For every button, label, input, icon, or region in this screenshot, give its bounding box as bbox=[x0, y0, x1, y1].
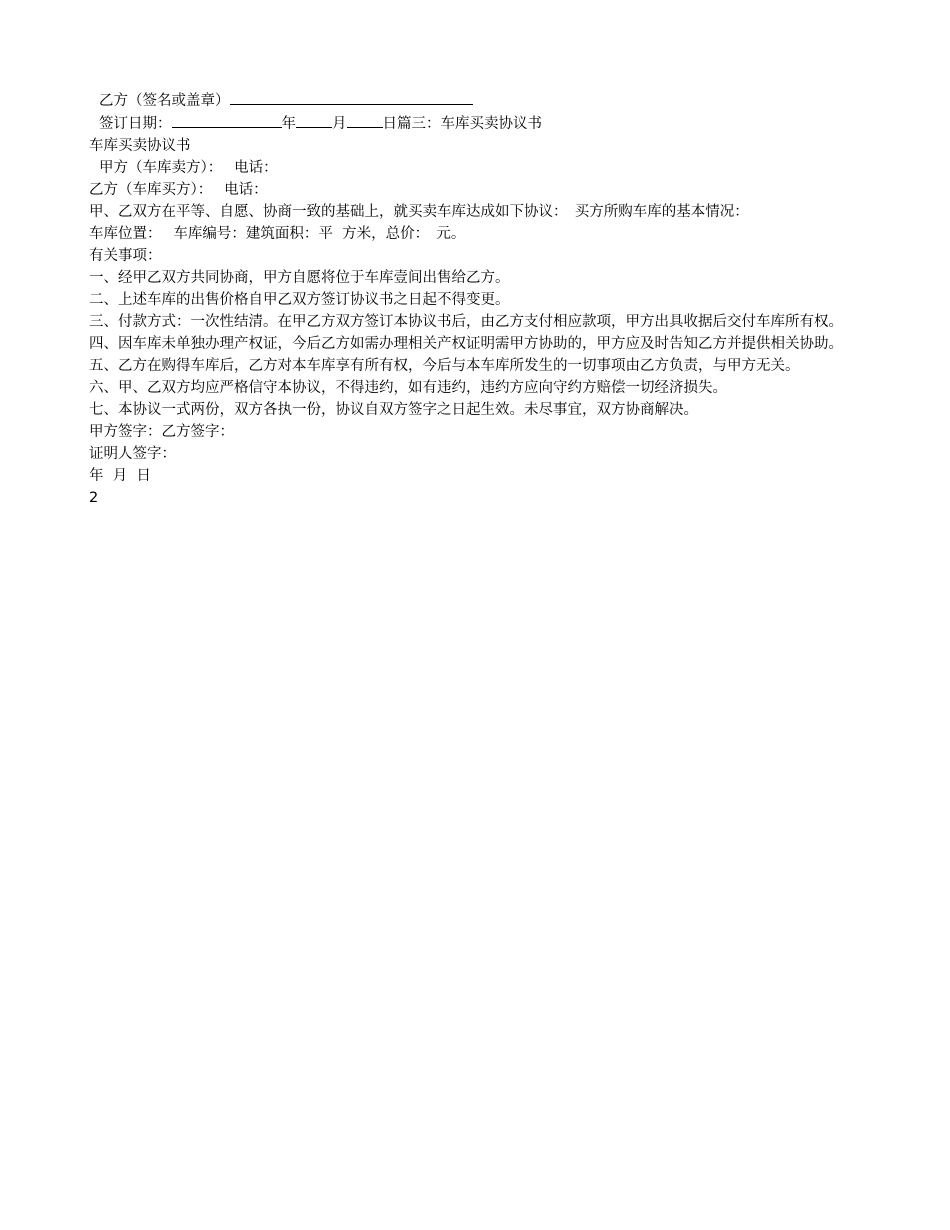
clause-2: 二、上述车库的出售价格自甲乙双方签订协议书之日起不得变更。 bbox=[89, 292, 510, 308]
year-char: 年 bbox=[281, 116, 296, 132]
year-blank bbox=[172, 112, 282, 128]
clause-4: 四、因车库未单独办理产权证，今后乙方如需办理相关产权证明需甲方协助的，甲方应及时告知乙方并提供相关协助。 bbox=[89, 336, 843, 352]
signature-blank bbox=[230, 89, 473, 105]
witness-line: 证明人签字： bbox=[89, 446, 176, 462]
day-char: 日 bbox=[382, 116, 397, 132]
page-number: 2 bbox=[89, 490, 99, 506]
agreement-title: 车库买卖协议书 bbox=[89, 138, 191, 154]
signatures-line: 甲方签字：乙方签字： bbox=[89, 424, 234, 440]
next-section-title: 篇三：车库买卖协议书 bbox=[397, 116, 542, 132]
party-a-line: 甲方（车库卖方）： 电话： bbox=[99, 160, 278, 176]
date-line: 年 月 日 bbox=[89, 468, 151, 484]
month-char: 月 bbox=[332, 116, 347, 132]
party-b-sign-label: 乙方（签名或盖章） bbox=[99, 93, 230, 109]
preamble: 甲、乙双方在平等、自愿、协商一致的基础上，就买卖车库达成如下协议： 买方所购车库的基本情况： bbox=[89, 204, 749, 220]
month-blank bbox=[296, 112, 332, 128]
document-body bbox=[89, 89, 864, 509]
party-b-signature-line bbox=[89, 89, 864, 112]
sign-date-line bbox=[89, 112, 864, 135]
clause-6: 六、甲、乙双方均应严格信守本协议，不得违约，如有违约，违约方应向守约方赔偿一切经济损失。 bbox=[89, 380, 727, 396]
sign-date-label: 签订日期： bbox=[99, 116, 172, 132]
clause-3: 三、付款方式：一次性结清。在甲乙方双方签订本协议书后，由乙方支付相应款项，甲方出具收据后交付车库所有权。 bbox=[89, 314, 843, 330]
clause-7: 七、本协议一式两份，双方各执一份，协议自双方签字之日起生效。未尽事宜，双方协商解决。 bbox=[89, 402, 698, 418]
clause-1: 一、经甲乙双方共同协商，甲方自愿将位于车库壹间出售给乙方。 bbox=[89, 270, 510, 286]
clause-5: 五、乙方在购得车库后，乙方对本车库享有所有权，今后与本车库所发生的一切事项由乙方负责，与甲方无关。 bbox=[89, 358, 800, 374]
party-b-line: 乙方（车库买方）： 电话： bbox=[89, 182, 268, 198]
day-blank bbox=[347, 112, 383, 128]
matters-heading: 有关事项： bbox=[89, 248, 162, 264]
garage-info: 车库位置： 车库编号：建筑面积：平 方米，总价： 元。 bbox=[89, 226, 466, 242]
